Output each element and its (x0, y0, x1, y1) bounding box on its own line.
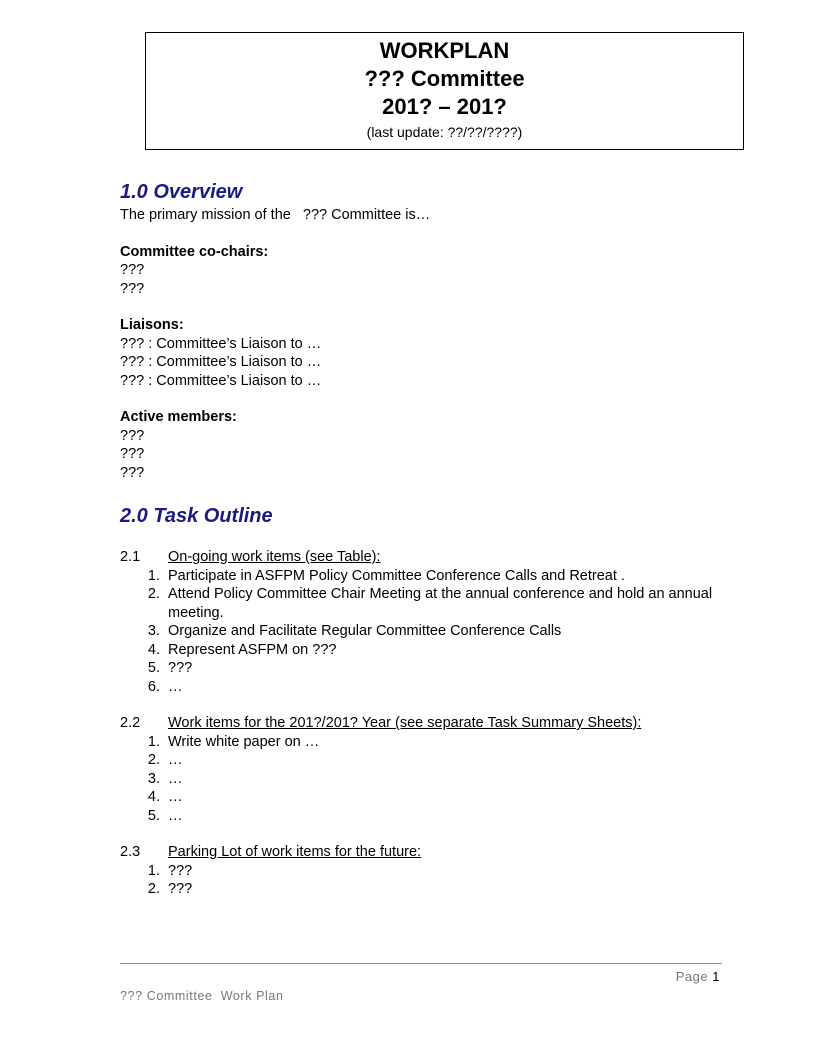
cochair-item: ??? (120, 262, 145, 278)
list-item (120, 807, 720, 826)
item-text: … (168, 752, 183, 768)
list-item (120, 733, 720, 752)
item-text: Represent ASFPM on ??? (168, 641, 337, 658)
item-text: ??? (168, 862, 193, 879)
committee-name: ??? Committee (364, 66, 525, 91)
item-text: … (168, 678, 183, 695)
item-text: Participate in ASFPM Policy Committee Conference Calls and Retreat . (168, 567, 625, 584)
members-label: Active members: (120, 409, 237, 425)
list-item (120, 788, 720, 807)
last-update: (last update: ??/??/????) (366, 124, 523, 140)
item-number: 3. (147, 623, 160, 639)
section-title: Work items for the 201?/201? Year (see separate Task Summary Sheets): (168, 715, 642, 731)
footer-doc-title: ??? Committee Work Plan (120, 989, 284, 1003)
item-text: Write white paper on … (168, 733, 320, 750)
item-number: 2. (147, 881, 160, 897)
item-text: ??? (168, 660, 193, 676)
item-number: 5. (147, 807, 160, 824)
item-number: 1. (147, 862, 160, 879)
task-outline-heading: 2.0 Task Outline (120, 505, 273, 527)
section-heading (120, 843, 720, 862)
list-item (120, 659, 720, 678)
member-item: ??? (120, 446, 145, 462)
list-item (120, 862, 720, 881)
item-text: Attend Policy Committee Chair Meeting at the annual conference and hold an annual meeting. (168, 586, 713, 621)
item-text: ??? (168, 881, 193, 897)
item-text: Organize and Facilitate Regular Committee Conference Calls (168, 623, 562, 639)
section-title: Parking Lot of work items for the future: (168, 844, 422, 860)
page-number-value: 1 (712, 969, 720, 984)
list-item (120, 641, 720, 660)
list-item (120, 585, 720, 622)
liaisons-label: Liaisons: (120, 317, 184, 333)
footer-divider (120, 963, 722, 964)
page-number (600, 969, 720, 984)
year-range: 201? – 201? (382, 94, 507, 119)
document-body (120, 178, 720, 899)
list-item (120, 770, 720, 789)
doc-title: WORKPLAN (379, 38, 510, 63)
list-item (120, 567, 720, 586)
item-text: … (168, 770, 183, 787)
item-text: … (168, 789, 183, 805)
item-number: 5. (147, 660, 160, 676)
mission-statement: The primary mission of the ??? Committee is… (120, 207, 431, 223)
page-label: Page (675, 969, 709, 984)
list-item (120, 751, 720, 770)
item-number: 1. (147, 733, 160, 750)
list-item (120, 678, 720, 697)
parking-lot-list (120, 862, 720, 899)
item-number: 4. (147, 641, 160, 658)
item-text: … (168, 807, 183, 824)
cochair-item: ??? (120, 280, 145, 297)
liaison-item: ??? : Committee’s Liaison to … (120, 372, 322, 389)
item-number: 1. (147, 567, 160, 584)
year-items-list (120, 733, 720, 826)
item-number: 6. (147, 678, 160, 695)
item-number: 4. (147, 789, 160, 805)
section-heading (120, 714, 720, 733)
cochairs-label: Committee co-chairs: (120, 243, 269, 260)
item-number: 2. (147, 586, 160, 602)
member-item: ??? (120, 427, 145, 444)
section-heading (120, 548, 720, 567)
overview-heading: 1.0 Overview (120, 181, 243, 203)
item-number: 3. (147, 770, 160, 787)
member-item: ??? (120, 464, 145, 481)
section-title: On-going work items (see Table): (168, 549, 381, 565)
section-number: 2.1 (120, 549, 141, 565)
section-number: 2.3 (120, 844, 141, 860)
liaison-item: ??? : Committee’s Liaison to … (120, 354, 322, 370)
item-number: 2. (147, 752, 160, 768)
list-item (120, 622, 720, 641)
list-item (120, 880, 720, 899)
title-box (145, 32, 744, 150)
section-number: 2.2 (120, 715, 141, 731)
liaison-item: ??? : Committee’s Liaison to … (120, 335, 322, 352)
ongoing-items-list (120, 567, 720, 697)
